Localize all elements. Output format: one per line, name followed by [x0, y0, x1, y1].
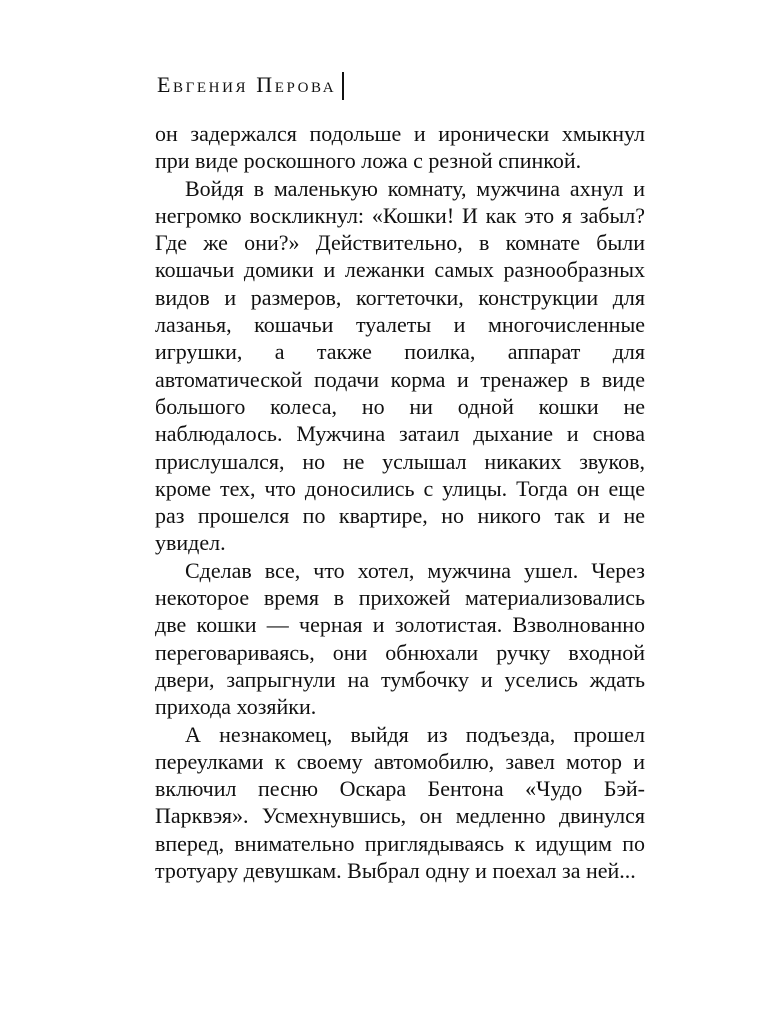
author-name: Евгения Перова	[157, 72, 337, 97]
paragraph-continuation: он задержался подольше и иронически хмыкнул при виде роскошного ложа с резной спинкой.	[155, 121, 645, 174]
running-head	[157, 72, 344, 98]
body-text	[155, 120, 645, 884]
header-rule	[342, 72, 344, 100]
paragraph: Войдя в маленькую комнату, мужчина ахнул и негромко воскликнул: «Кошки! И как это я забыл? Где же они?» Действительно, в комнате были кошачьи домики и лежанки самых разнообразных видов и размеров, когтеточки, конструкции для лазанья, кошачьи туалеты и многочисленные игрушки, а также поилка, аппарат для автоматической подачи корма и тренажер в виде большого колеса, но ни одной кошки не наблюдалось. Мужчина затаил дыхание и снова прислушался, но не услышал никаких звуков, кроме тех, что доносились с улицы. Тогда он еще раз прошелся по квартире, но никого так и не увидел.	[155, 175, 645, 556]
paragraph: Сделав все, что хотел, мужчина ушел. Через некоторое время в прихожей материализовались две кошки — черная и золотистая. Взволнованно переговариваясь, они обнюхали ручку входной двери, запрыгнули на тумбочку и уселись ждать прихода хозяйки.	[155, 557, 645, 720]
paragraph: А незнакомец, выйдя из подъезда, прошел переулками к своему автомобилю, завел мотор и включил песню Оскара Бентона «Чудо Бэй-Парквэя». Усмехнувшись, он медленно двинулся вперед, внимательно приглядываясь к идущим по тротуару девушкам. Выбрал одну и поехал за ней...	[155, 721, 645, 884]
